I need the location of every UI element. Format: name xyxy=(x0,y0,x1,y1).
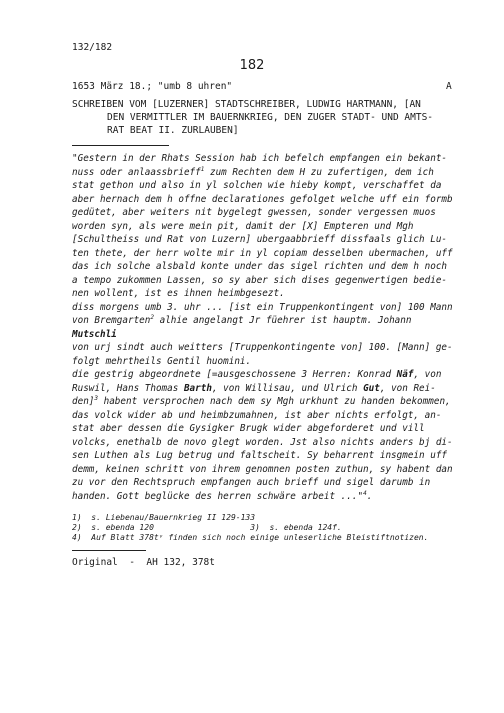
body-line xyxy=(72,490,492,504)
body-line xyxy=(72,341,492,355)
body-line xyxy=(72,287,492,301)
body-line xyxy=(72,220,492,234)
body-text-segment: alhie angelangt Jr füehrer ist hauptm. Johann xyxy=(154,315,412,326)
body-text-segment: das ich solche alsbald konte under das sigel richten und dem h noch xyxy=(72,261,448,272)
footnote-marker: 3 xyxy=(94,395,99,402)
body-text-segment: stat aber dessen die Gysigker Brugk wider abgeforderet und vill xyxy=(72,423,425,434)
footnote-2-3: 2) s. ebenda 120 3) s. ebenda 124f. xyxy=(72,523,342,532)
document-type-letter: A xyxy=(446,81,452,92)
body-text-segment: nen wollent, ist es ihnen heimbgesezt. xyxy=(72,288,285,299)
body-line xyxy=(72,436,492,450)
body-text-segment: den] xyxy=(72,396,95,407)
body-line xyxy=(72,274,492,288)
person-name: Mutschli xyxy=(72,328,117,340)
body-text-segment: volcks, enethalb de novo glegt worden. Jst also nichts anders bj di- xyxy=(72,436,453,448)
body-text-segment: sen Luthen als Lug betrug und faltscheit. Sy beharrent insgmein uff xyxy=(72,450,448,461)
body-line xyxy=(72,355,492,369)
body-line xyxy=(72,179,492,193)
body-text-segment: stat gethon und also in yl solchen wie hieby kompt, verschaffet da xyxy=(72,180,442,191)
body-line xyxy=(72,422,492,436)
body-line xyxy=(72,449,492,463)
body-line xyxy=(72,193,492,207)
body-text-segment: , von Rei- xyxy=(379,382,436,394)
person-name: Barth xyxy=(183,382,212,394)
body-line xyxy=(72,395,492,409)
body-line xyxy=(72,247,492,261)
body-line xyxy=(72,314,492,328)
body-line xyxy=(72,206,492,220)
body-text-segment: [Schultheiss und Rat von Luzern] ubergaabbrieff dissfaals glich Lu- xyxy=(72,234,448,245)
body-text-segment: von Bremgarten xyxy=(72,315,151,326)
body-line xyxy=(72,233,492,247)
body-line xyxy=(72,382,492,396)
body-line xyxy=(72,152,492,166)
footnote-marker: 4 xyxy=(363,489,367,497)
body-text-segment: zum Rechten dem H zu zufertigen, dem ich xyxy=(204,166,434,178)
body-text-segment: zu vor den Rechtspruch empfangen auch brieff und sigel darumb in xyxy=(72,477,431,488)
body-text-segment: aber hernach dem h offne declarationes gefolget welche uff ein formb xyxy=(72,193,453,205)
source-line: Original - AH 132, 378t xyxy=(72,557,215,568)
body-text-segment: demm, keinen schritt von ihrem genomnen posten zuthun, sy habent dan xyxy=(72,463,453,475)
body-line xyxy=(72,260,492,274)
body-line xyxy=(72,463,492,477)
heading-line-2: DEN VERMITTLER IM BAUERNKRIEG, DEN ZUGER STADT- UND AMTS- xyxy=(107,112,434,123)
body-text-segment: , von Willisau, und Ulrich xyxy=(211,382,364,394)
page-reference: 132/182 xyxy=(72,42,113,53)
body-line xyxy=(72,328,492,342)
body-text-segment: "Gestern in der Rhats Session hab ich befelch empfangen ein bekant- xyxy=(72,153,448,164)
body-text-segment: worden syn, als were mein pit, damit der [X] Empteren und Mgh xyxy=(72,220,414,232)
footnote-1: 1) s. Liebenau/Bauernkrieg II 129-133 xyxy=(72,513,256,522)
body-line xyxy=(72,301,492,315)
date-line: 1653 März 18.; "umb 8 uhren" xyxy=(72,81,233,92)
body-text-segment: das volck wider ab und heimbzumahnen, ist aber nichts erfolgt, an- xyxy=(72,409,442,421)
source-divider xyxy=(72,550,146,551)
body-line xyxy=(72,409,492,423)
body-text-segment: . xyxy=(366,490,373,502)
body-line xyxy=(72,368,492,382)
footnote-marker: 1 xyxy=(200,165,205,173)
body-text-segment: , von xyxy=(413,369,442,380)
body-text-segment: habent versprochen nach dem sy Mgh urkhunt zu handen bekommen, xyxy=(98,396,451,407)
body-text-segment: nuss oder anlaassbrieff xyxy=(72,166,201,178)
footnote-marker: 2 xyxy=(150,314,154,321)
letter-body xyxy=(72,152,492,503)
body-text-segment: von urj sindt auch weitters [Truppenkontingente von] 100. [Mann] ge- xyxy=(72,342,453,353)
body-text-segment: a tempo zukommen Lassen, so sy aber sich dises gegenwertigen bedie- xyxy=(72,274,448,286)
body-line xyxy=(72,166,492,180)
body-text-segment: gedütet, aber weiters nit bygelegt gwessen, sonder vergessen muos xyxy=(72,207,436,218)
person-name: Gut xyxy=(363,382,380,394)
heading-divider xyxy=(72,145,169,146)
heading-line-1: SCHREIBEN VOM [LUZERNER] STADTSCHREIBER, LUDWIG HARTMANN, [AN xyxy=(72,99,421,110)
body-text-segment: handen. Gott beglücke des herren schwäre arbeit ..." xyxy=(72,490,364,502)
body-text-segment: Ruswil, Hans Thomas xyxy=(72,382,184,394)
footnote-4: 4) Auf Blatt 378tᵛ finden sich noch einige unleserliche Bleistiftnotizen. xyxy=(72,533,429,542)
body-line xyxy=(72,476,492,490)
body-text-segment: folgt mehrtheils Gentil huomini. xyxy=(72,355,252,367)
person-name: Näf xyxy=(396,369,414,380)
body-text-segment: ten thete, der herr wolte mir in yl copiam desselben ubermachen, uff xyxy=(72,247,453,259)
heading-line-3: RAT BEAT II. ZURLAUBEN] xyxy=(107,125,239,136)
document-number: 182 xyxy=(239,58,265,73)
body-text-segment: die gestrig abgeordnete [=ausgeschossene 3 Herren: Konrad xyxy=(72,369,397,380)
body-text-segment: diss morgens umb 3. uhr ... [ist ein Truppenkontingent von] 100 Mann xyxy=(72,301,453,313)
